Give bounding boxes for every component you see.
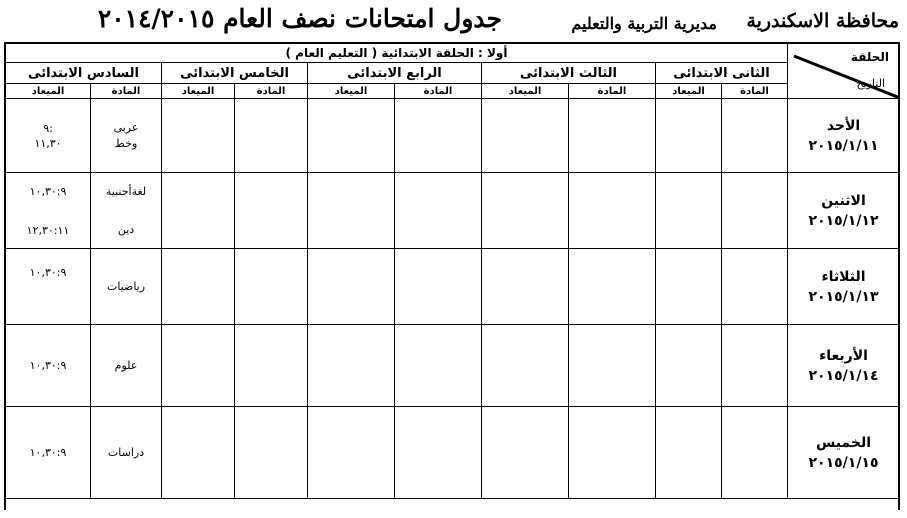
time-column-header: الميعاد [656,84,722,99]
time-column-header: الميعاد [482,84,569,99]
subject-column-header: المادة [91,84,162,99]
subject-cell: علوم [91,325,162,407]
day-date: ٢٠١٥/١/١٣ [808,288,879,305]
empty-cell [235,173,308,249]
page-title: جدول امتحانات نصف العام ٢٠١٤/٢٠١٥ [97,4,502,33]
empty-cell [722,325,788,407]
table-row [6,407,900,499]
empty-cell [235,325,308,407]
day-name: الثلاثاء [821,268,866,285]
subject-column-header: المادة [395,84,482,99]
empty-cell [722,99,788,173]
table-row [6,325,900,407]
empty-cell [722,407,788,499]
table-row [6,249,900,325]
empty-cell [308,249,395,325]
empty-cell [482,325,569,407]
directorate-label: مديرية التربية والتعليم [571,14,717,33]
empty-cell [482,99,569,173]
day-cell [788,407,900,499]
governorate-label: محافظة الاسكندرية [746,10,899,32]
empty-cell [162,249,235,325]
time-line: ١٠,٣٠:٩ [29,184,67,198]
empty-cell [395,325,482,407]
time-line: ١٢,٣٠:١١ [26,223,70,237]
day-name: الخميس [815,434,872,451]
time-cell [6,99,91,173]
empty-cell [482,249,569,325]
table-row [6,99,900,173]
subject-cell [91,99,162,173]
subject-cell: رياضيات [91,249,162,325]
empty-cell [162,407,235,499]
day-name: الأربعاء [819,347,868,364]
empty-cell [656,173,722,249]
day-date: ٢٠١٥/١/١٥ [808,454,879,471]
empty-cell [569,173,656,249]
corner-label-date: التاريخ [856,77,886,90]
empty-cell [482,407,569,499]
empty-cell [569,407,656,499]
day-date: ٢٠١٥/١/١٢ [808,212,879,229]
subject-line: لغةأجنبية [105,184,147,198]
day-name: الأحد [826,117,861,134]
empty-cell [162,325,235,407]
time-column-header: الميعاد [6,84,91,99]
empty-cell [569,249,656,325]
grade-header: الخامس الابتدائى [162,63,308,84]
subject-column-header: المادة [722,84,788,99]
time-cell: ١٠,٣٠:٩ [6,249,91,325]
time-column-header: الميعاد [308,84,395,99]
day-name: الاثنين [821,192,866,209]
grade-header: الرابع الابتدائى [308,63,482,84]
grade-header: الثانى الابتدائى [656,63,788,84]
time-cell: ١٠,٣٠:٩ [6,325,91,407]
subject-line: وخط [114,136,138,150]
empty-cell [395,249,482,325]
empty-cell [308,325,395,407]
empty-cell [656,325,722,407]
empty-cell [569,99,656,173]
empty-cell [656,407,722,499]
day-cell [788,325,900,407]
empty-cell [235,407,308,499]
page-header [0,0,907,40]
day-cell [788,249,900,325]
empty-cell [395,407,482,499]
section-title: أولا : الحلقة الابتدائية ( التعليم العام ) [6,44,788,63]
empty-cell [162,173,235,249]
table-row [6,173,900,249]
grade-header: السادس الابتدائى [6,63,162,84]
empty-cell [235,249,308,325]
subject-cell: دراسات [91,407,162,499]
day-date: ٢٠١٥/١/١١ [808,137,879,154]
empty-cell [308,99,395,173]
time-cell: ١٠,٣٠:٩ [6,407,91,499]
time-line: :٩ [43,121,53,135]
time-column-header: الميعاد [162,84,235,99]
header-corner-cell [788,44,900,99]
subject-column-header: المادة [569,84,656,99]
subject-line: عربى [113,120,139,134]
subject-line: دين [117,222,135,236]
corner-label-stage: الحلقة [850,50,890,64]
subject-column-header: المادة [235,84,308,99]
empty-cell [395,173,482,249]
day-cell [788,173,900,249]
empty-cell [482,173,569,249]
time-line: ١١,٣٠ [34,136,62,150]
empty-cell [722,249,788,325]
empty-cell [308,173,395,249]
empty-cell [162,99,235,173]
subject-cell [91,173,162,249]
exam-schedule-table [5,43,900,499]
grade-header: الثالث الابتدائى [482,63,656,84]
empty-cell [395,99,482,173]
empty-cell [656,249,722,325]
day-date: ٢٠١٥/١/١٤ [808,367,879,384]
empty-cell [235,99,308,173]
time-cell [6,173,91,249]
empty-cell [569,325,656,407]
empty-cell [656,99,722,173]
day-cell [788,99,900,173]
empty-cell [308,407,395,499]
empty-cell [722,173,788,249]
